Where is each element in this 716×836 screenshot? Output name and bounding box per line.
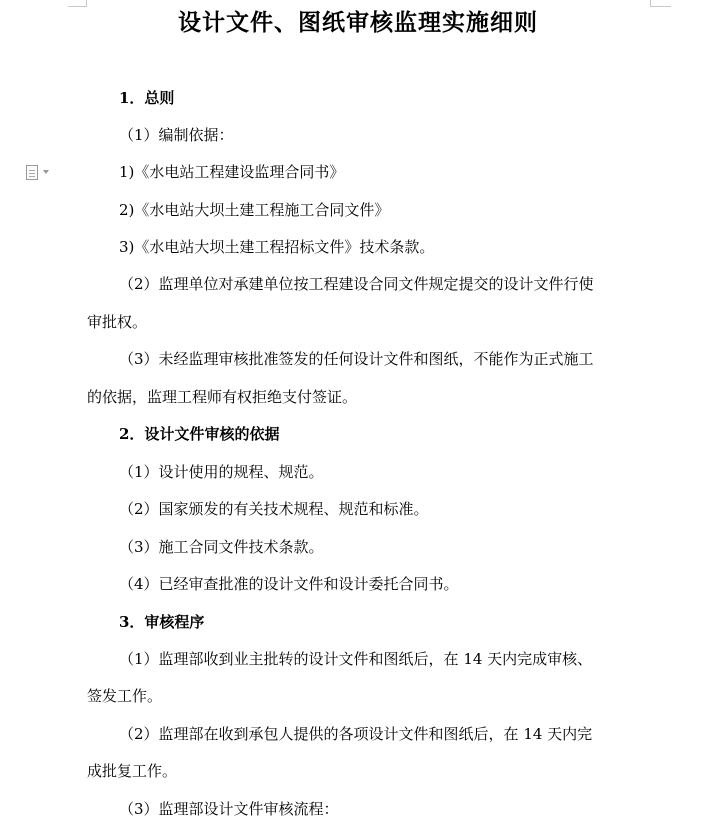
paragraph-line: （3）监理部设计文件审核流程： (119, 800, 339, 818)
paragraph-line: 成批复工作。 (87, 762, 178, 780)
chevron-down-icon[interactable] (43, 170, 49, 174)
paragraph-line: （1）设计使用的规程、规范。 (119, 463, 324, 481)
paragraph-line: （3）施工合同文件技术条款。 (119, 538, 324, 556)
paragraph-line: （3）未经监理审核批准签发的任何设计文件和图纸，不能作为正式施工 (119, 350, 594, 368)
paragraph-line: （1）编制依据： (119, 126, 234, 144)
paragraph-line: 3)《水电站大坝土建工程招标文件》技术条款。 (119, 238, 435, 256)
paragraph-line: 2)《水电站大坝土建工程施工合同文件》 (119, 201, 390, 219)
paragraph-line: （2）监理部在收到承包人提供的各项设计文件和图纸后，在 14 天内完 (119, 725, 593, 743)
section-heading: 2．设计文件审核的依据 (119, 425, 280, 443)
paragraph-line: 审批权。 (87, 313, 148, 331)
paragraph-line: （4）已经审查批准的设计文件和设计委托合同书。 (119, 575, 459, 593)
paragraph-line: 1)《水电站工程建设监理合同书》 (119, 163, 345, 181)
paste-options-icon[interactable] (26, 165, 38, 180)
paragraph-line: （2）国家颁发的有关技术规程、规范和标准。 (119, 500, 429, 518)
paragraph-line: 签发工作。 (87, 687, 163, 705)
paragraph-line: （2）监理单位对承建单位按工程建设合同文件规定提交的设计文件行使 (119, 275, 594, 293)
paragraph-line: 的依据，监理工程师有权拒绝支付签证。 (87, 388, 358, 406)
paragraph-line: （1）监理部收到业主批转的设计文件和图纸后，在 14 天内完成审核、 (119, 650, 593, 668)
section-heading: 1．总则 (119, 89, 175, 107)
document-title: 设计文件、图纸审核监理实施细则 (178, 9, 538, 36)
section-heading: 3．审核程序 (119, 613, 205, 631)
